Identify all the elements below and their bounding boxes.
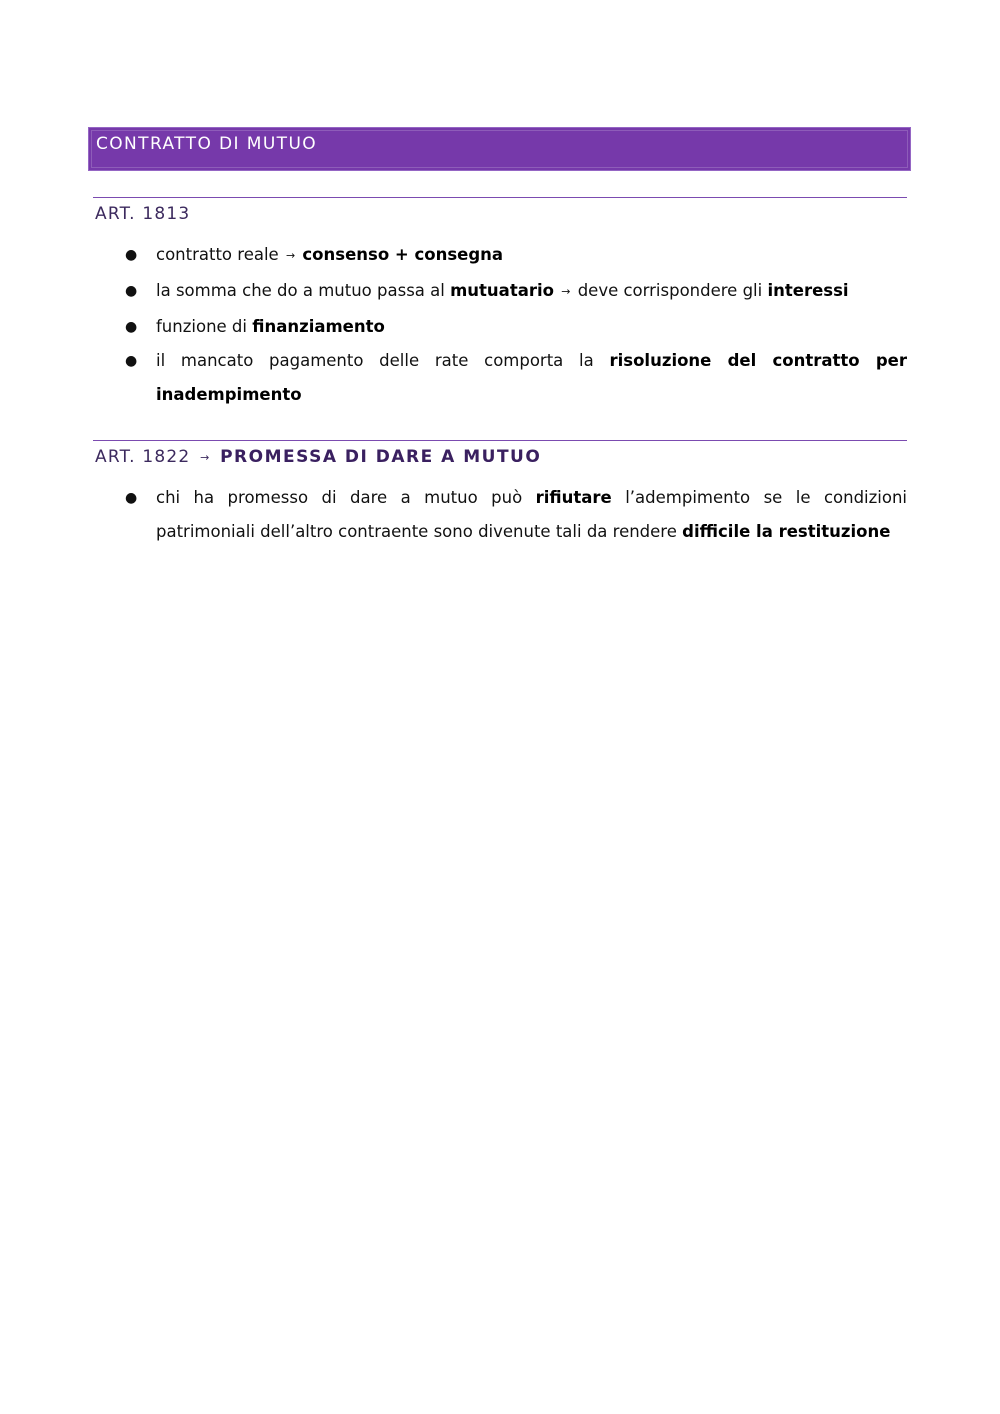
section-heading	[93, 204, 907, 224]
section-heading-label: ART. 1822	[95, 447, 191, 467]
bullet-text: il mancato pagamento delle rate comporta la	[156, 351, 594, 370]
bullet-icon: ●	[125, 283, 138, 299]
section-heading-label: ART. 1813	[95, 204, 191, 224]
bullet-bold-text: mutuatario	[450, 281, 554, 300]
bullet-icon: ●	[125, 319, 138, 335]
bullet-text: contratto reale	[156, 245, 279, 264]
list-item	[93, 481, 907, 549]
page-title: CONTRATTO DI MUTUO	[96, 134, 318, 154]
bullet-text: la somma che do a mutuo passa al	[156, 281, 445, 300]
bullet-bold-text: rifiutare	[535, 488, 612, 507]
bullet-icon: ●	[125, 353, 138, 369]
section-divider	[93, 440, 907, 441]
bullet-text: chi ha promesso di dare a mutuo può	[156, 488, 523, 507]
section-divider	[93, 197, 907, 198]
list-item	[93, 344, 907, 412]
arrow-icon: →	[200, 451, 211, 464]
bullet-bold-text: finanziamento	[252, 317, 385, 336]
bullet-list	[93, 481, 907, 549]
arrow-icon: →	[285, 249, 296, 262]
bullet-bold-text: risoluzione del contratto per inadempimento	[156, 351, 908, 404]
list-item	[93, 310, 907, 344]
bullet-list	[93, 238, 907, 412]
list-item	[93, 274, 907, 310]
bullet-text: funzione di	[156, 317, 247, 336]
bullet-text: deve corrispondere gli	[577, 281, 763, 300]
bullet-bold-text: interessi	[767, 281, 849, 300]
bullet-text: l’adempimento se le condizioni patrimoniali dell’altro contraente sono divenute tali da rendere	[156, 488, 908, 541]
bullet-bold-text: difficile la restituzione	[682, 522, 891, 541]
bullet-icon: ●	[125, 490, 138, 506]
section-heading-strong: PROMESSA DI DARE A MUTUO	[220, 447, 542, 467]
bullet-bold-text: consenso + consegna	[302, 245, 504, 264]
list-item	[93, 238, 907, 274]
section-art-1813	[93, 197, 908, 404]
title-banner	[88, 127, 911, 171]
section-art-1822	[93, 440, 908, 541]
bullet-icon: ●	[125, 247, 138, 263]
section-heading	[93, 447, 907, 467]
arrow-icon: →	[561, 285, 571, 298]
